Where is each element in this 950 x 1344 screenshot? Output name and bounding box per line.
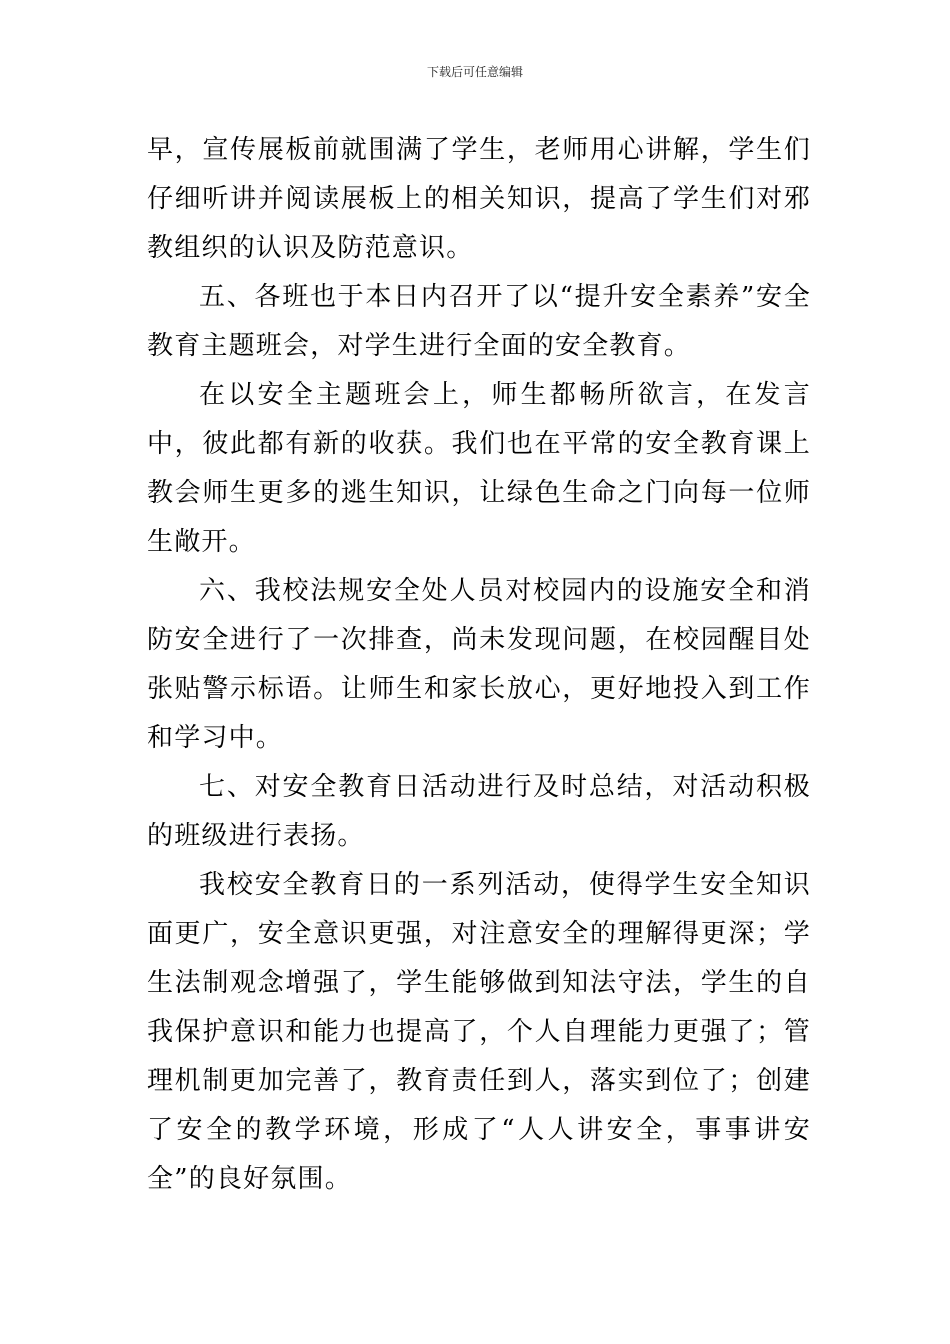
paragraph-item-six: 六、我校法规安全处人员对校园内的设施安全和消防安全进行了一次排查，尚未发现问题，在校园醒目处张贴警示标语。让师生和家长放心，更好地投入到工作和学习中。 [147, 576, 811, 753]
paragraph-item-five: 五、各班也于本日内召开了以“提升安全素养”安全教育主题班会，对学生进行全面的安全教育。 [147, 282, 811, 361]
paragraph-summary: 我校安全教育日的一系列活动，使得学生安全知识面更广，安全意识更强，对注意安全的理解得更深；学生法制观念增强了，学生能够做到知法守法，学生的自我保护意识和能力也提高了，个人自理能力更强了；管理机制更加完善了，教育责任到人，落实到位了；创建了安全的教学环境，形成了“人人讲安全，事事讲安全”的良好氛围。 [147, 870, 811, 1194]
document-body [147, 126, 811, 1204]
paragraph-item-seven: 七、对安全教育日活动进行及时总结，对活动积极的班级进行表扬。 [147, 772, 811, 851]
page-header-note: 下载后可任意编辑 [426, 65, 523, 79]
paragraph-continuation: 早，宣传展板前就围满了学生，老师用心讲解，学生们仔细听讲并阅读展板上的相关知识，提高了学生们对邪教组织的认识及防范意识。 [147, 135, 811, 263]
paragraph-class-meeting: 在以安全主题班会上，师生都畅所欲言，在发言中，彼此都有新的收获。我们也在平常的安全教育课上教会师生更多的逃生知识，让绿色生命之门向每一位师生敞开。 [147, 380, 811, 557]
